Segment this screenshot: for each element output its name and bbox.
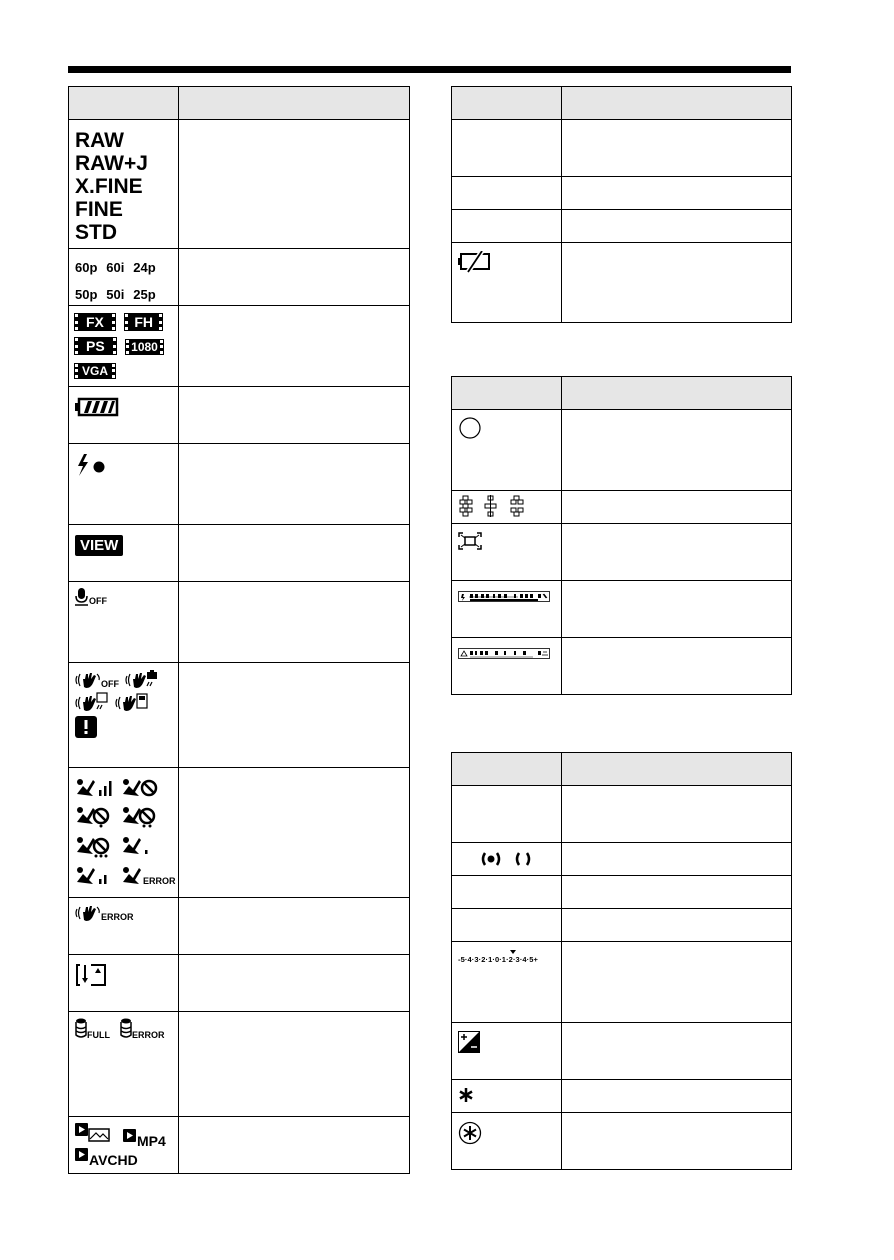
- gps-error-icon: [121, 864, 143, 886]
- header-cell: [562, 377, 792, 410]
- icon-cell: [452, 120, 562, 177]
- media-full-label: FULL: [87, 1030, 110, 1040]
- play-still-icon: [75, 1123, 111, 1143]
- gps-signal-strong-icon: [75, 776, 113, 798]
- description-cell: [179, 955, 410, 1012]
- movie-size-icons: [69, 306, 179, 387]
- warning-icon: [75, 716, 97, 738]
- flash-charge-cell: [69, 444, 179, 525]
- icon-cell: [452, 177, 562, 210]
- size-ps-icon: PS: [75, 338, 116, 354]
- card-write-cell: [69, 955, 179, 1012]
- steadyshot-error-icon: [75, 904, 101, 922]
- quality-raw-j: RAW+J: [75, 152, 148, 175]
- flash-charge-icon: [75, 453, 115, 477]
- steadyshot-error-cell: [69, 898, 179, 955]
- playback-mode-cell: [69, 1117, 179, 1174]
- description-cell: [562, 177, 792, 210]
- metering-mode-cell: [452, 1113, 562, 1170]
- description-cell: [562, 786, 792, 843]
- rate-24p: 24p: [133, 260, 156, 275]
- aperture-scale-icon: [458, 648, 550, 662]
- description-cell: [179, 306, 410, 387]
- description-cell: [562, 581, 792, 638]
- quality-std: STD: [75, 221, 117, 244]
- description-cell: [562, 524, 792, 581]
- description-cell: [179, 387, 410, 444]
- header-cell: [452, 87, 562, 120]
- steadyshot-hand-icon: [75, 671, 101, 689]
- header-cell: [562, 87, 792, 120]
- steadyshot-error-label: ERROR: [101, 912, 134, 922]
- af-area-cell: [452, 491, 562, 524]
- quality-fine: FINE: [75, 198, 123, 221]
- exposure-compensation-icon: [458, 1031, 480, 1053]
- icon-cell: [452, 786, 562, 843]
- shutter-speed-scale-icon: [458, 591, 550, 605]
- steadyshot-movie-photo-icon: [115, 692, 149, 712]
- description-cell: [562, 942, 792, 1023]
- description-cell: [562, 638, 792, 695]
- no-battery-cell: [452, 243, 562, 323]
- quality-xfine: X.FINE: [75, 175, 143, 198]
- quality-icons: [69, 120, 179, 249]
- spot-metering-cell: [452, 410, 562, 491]
- ev-scale-text: -5·4·3·2·1·0·1·2·3·4·5+: [458, 955, 539, 964]
- gps-searching-icon-3: [75, 834, 113, 858]
- play-avchd-icon: [75, 1148, 89, 1162]
- description-cell: [562, 1113, 792, 1170]
- header-cell: [562, 753, 792, 786]
- exposure-comp-cell: [452, 1023, 562, 1080]
- description-cell: [179, 444, 410, 525]
- steadyshot-cell: [69, 663, 179, 768]
- description-cell: [179, 249, 410, 306]
- database-full-icon: [75, 1018, 87, 1040]
- left-icon-table: [68, 86, 410, 1174]
- gps-searching-icon-1: [75, 804, 113, 828]
- description-cell: [562, 1080, 792, 1113]
- aperture-scale-cell: [452, 638, 562, 695]
- steadyshot-photo-icon: [125, 669, 159, 689]
- mic-off-label: OFF: [89, 596, 107, 606]
- focus-indicator-icon: [480, 850, 544, 868]
- spot-metering-circle-icon: [458, 416, 482, 440]
- size-1080-icon: 1080: [126, 340, 163, 354]
- mic-off-cell: [69, 582, 179, 663]
- description-cell: [179, 120, 410, 249]
- description-cell: [562, 843, 792, 876]
- view-icon: VIEW: [75, 535, 123, 556]
- microphone-icon: [75, 588, 89, 606]
- description-cell: [562, 243, 792, 323]
- description-cell: [562, 410, 792, 491]
- gps-no-signal-icon: [121, 776, 159, 798]
- ae-lock-asterisk-icon: [458, 1087, 474, 1103]
- description-cell: [179, 525, 410, 582]
- gps-error-label: ERROR: [143, 876, 176, 886]
- description-cell: [562, 491, 792, 524]
- icon-cell: [452, 876, 562, 909]
- face-detection-frame-icon: [458, 532, 482, 550]
- media-error-label: ERROR: [132, 1030, 165, 1040]
- right-table-bottom: [451, 752, 792, 1170]
- rate-50i: 50i: [106, 287, 125, 302]
- play-mp4-icon: [123, 1129, 137, 1143]
- description-cell: [562, 909, 792, 942]
- rate-25p: 25p: [133, 287, 156, 302]
- play-avchd-label: AVCHD: [89, 1152, 138, 1168]
- size-vga-icon: VGA: [75, 364, 115, 378]
- gps-searching-icon-2: [121, 804, 159, 828]
- rate-60p: 60p: [75, 260, 98, 275]
- gps-cell: [69, 768, 179, 898]
- ev-pointer-icon: [510, 950, 516, 954]
- metering-mode-icon: [458, 1121, 482, 1145]
- right-table-middle: [451, 376, 792, 695]
- header-cell: [179, 87, 410, 120]
- battery-cell: [69, 387, 179, 444]
- header-rule: [68, 66, 791, 73]
- shutter-scale-cell: [452, 581, 562, 638]
- description-cell: [562, 120, 792, 177]
- play-mp4-label: MP4: [137, 1133, 166, 1149]
- description-cell: [179, 768, 410, 898]
- quality-raw: RAW: [75, 129, 124, 152]
- icon-cell: [452, 909, 562, 942]
- header-cell: [69, 87, 179, 120]
- description-cell: [179, 1012, 410, 1117]
- face-frame-cell: [452, 524, 562, 581]
- right-table-top: [451, 86, 792, 323]
- size-fx-icon: FX: [75, 314, 115, 330]
- steadyshot-movie-icon: [75, 692, 109, 712]
- header-cell: [452, 377, 562, 410]
- gps-signal-weak-icon: [121, 834, 159, 856]
- size-fh-icon: FH: [125, 314, 162, 330]
- rate-60i: 60i: [106, 260, 125, 275]
- ev-scale-cell: [452, 942, 562, 1023]
- steadyshot-off-label: OFF: [101, 679, 119, 689]
- description-cell: [562, 1023, 792, 1080]
- frame-rate-icons: [69, 249, 179, 306]
- battery-icon: [75, 397, 121, 417]
- description-cell: [562, 210, 792, 243]
- no-battery-icon: [458, 251, 492, 273]
- description-cell: [179, 1117, 410, 1174]
- icon-cell: [452, 210, 562, 243]
- description-cell: [179, 663, 410, 768]
- focus-indicator-cell: [452, 843, 562, 876]
- ae-lock-cell: [452, 1080, 562, 1113]
- rate-50p: 50p: [75, 287, 98, 302]
- description-cell: [179, 898, 410, 955]
- view-cell: [69, 525, 179, 582]
- gps-signal-medium-icon: [75, 864, 113, 886]
- media-status-cell: [69, 1012, 179, 1117]
- media-writing-icon: [75, 963, 107, 987]
- database-error-icon: [120, 1018, 132, 1040]
- description-cell: [562, 876, 792, 909]
- header-cell: [452, 753, 562, 786]
- af-area-icon: [458, 495, 530, 517]
- description-cell: [179, 582, 410, 663]
